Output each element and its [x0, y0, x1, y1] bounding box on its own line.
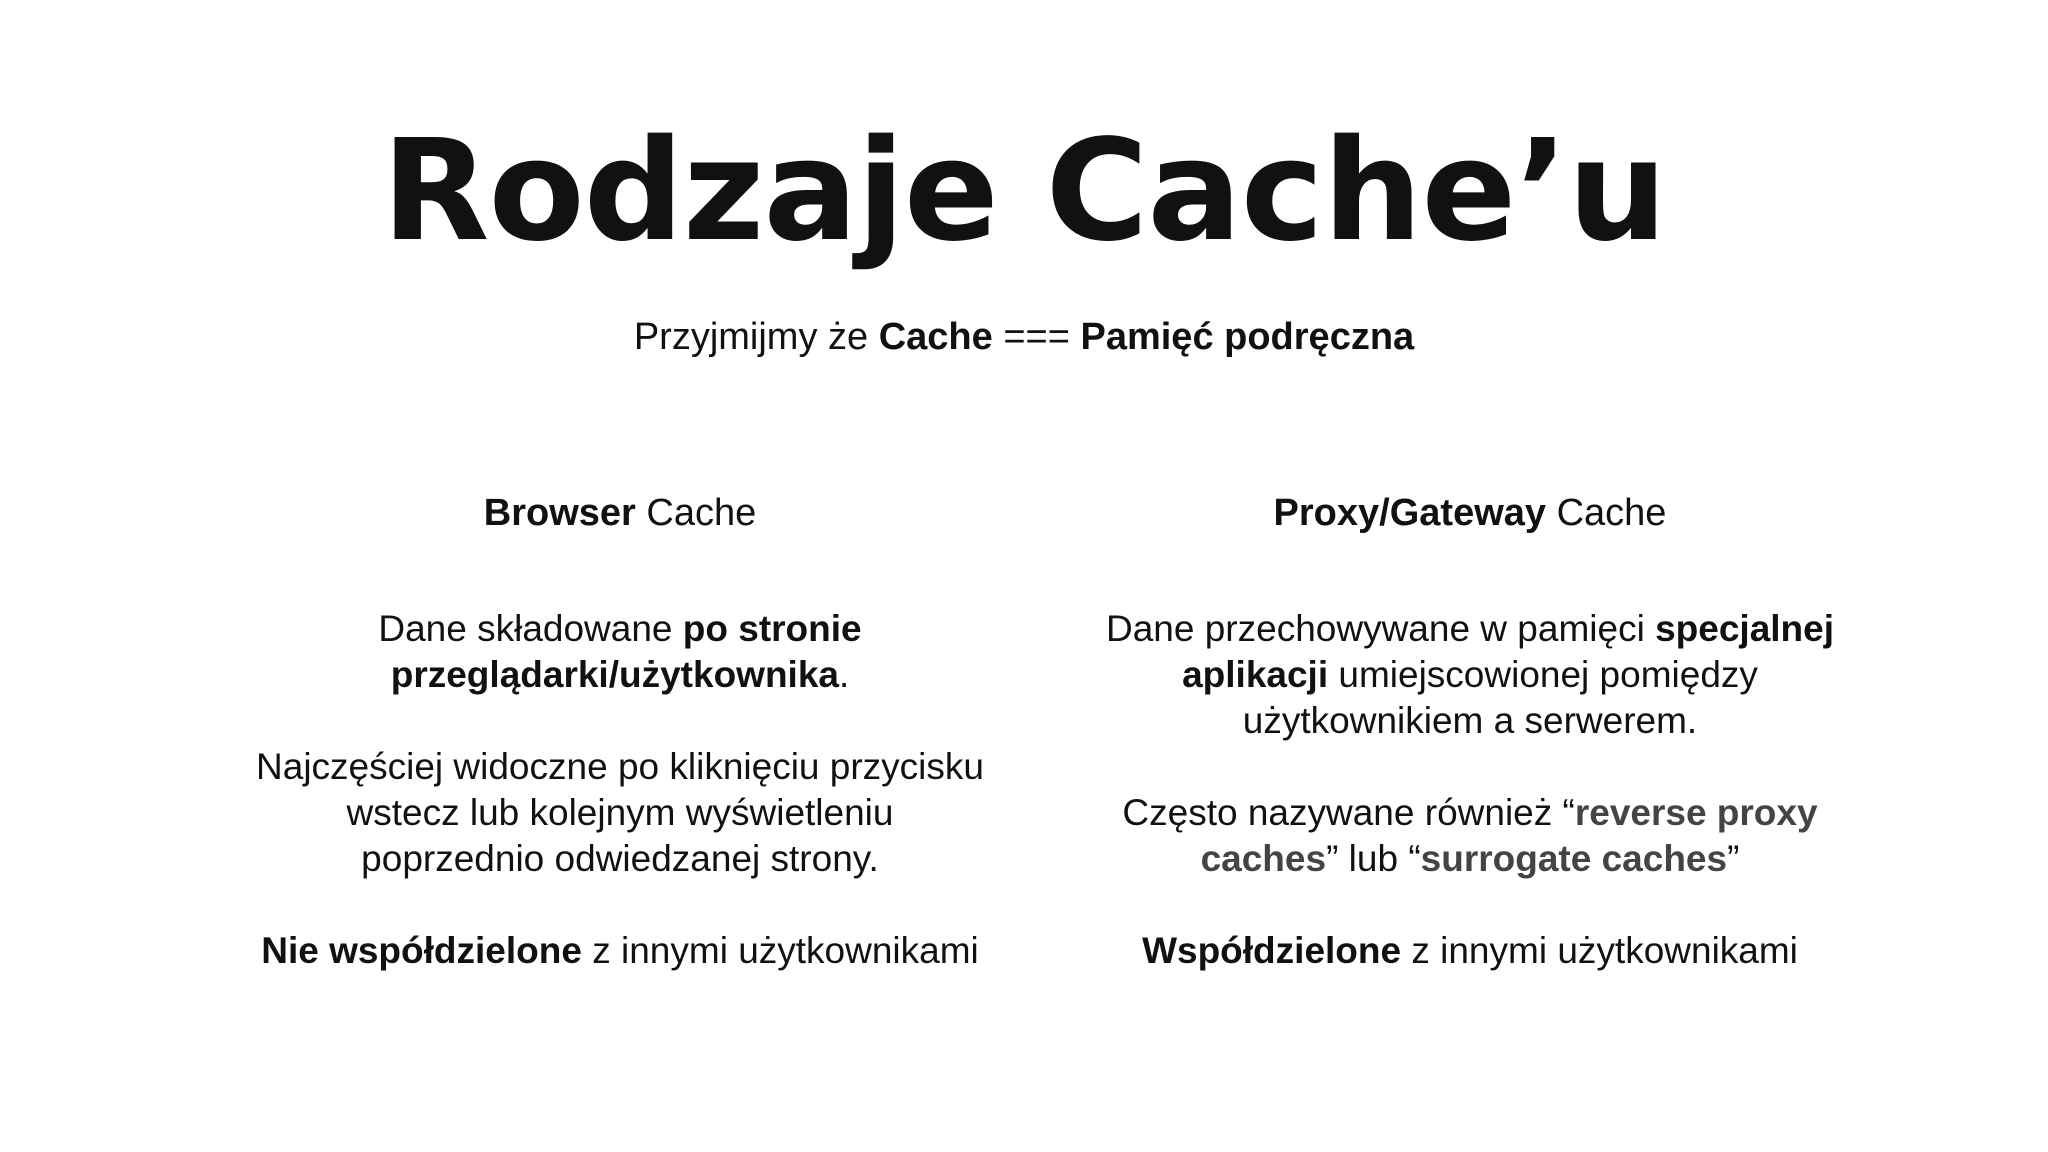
text-line: [220, 606, 1020, 652]
text-emphasis: przeglądarki/użytkownika: [390, 654, 839, 695]
proxy-gateway-cache-heading: [1060, 490, 1880, 536]
text-line: [1060, 652, 1880, 698]
text-emphasis: po stronie: [682, 608, 862, 649]
text-line: użytkownikiem a serwerem.: [1242, 700, 1698, 741]
text-line: [1060, 606, 1880, 652]
proxy-gateway-cache-column: [1060, 490, 1880, 1020]
heading-rest: Cache: [1546, 492, 1667, 534]
subtitle-definition: Pamięć podręczna: [1080, 316, 1415, 358]
text-emphasis: specjalnej: [1655, 608, 1835, 649]
text-emphasis: Nie współdzielone: [261, 930, 582, 971]
text-span: umiejscowionej pomiędzy: [1328, 654, 1758, 695]
browser-cache-heading: [220, 490, 1020, 536]
text-line: [220, 928, 1020, 974]
text-line: wstecz lub kolejnym wyświetleniu: [346, 792, 894, 833]
browser-cache-description: [220, 606, 1020, 698]
text-span: z innymi użytkownikami: [1401, 930, 1798, 971]
text-span: z innymi użytkownikami: [581, 930, 979, 971]
proxy-cache-sharing: [1060, 928, 1880, 974]
subtitle-term: Cache: [878, 316, 993, 358]
text-line: [1060, 836, 1880, 882]
text-span: Dane składowane: [378, 608, 683, 649]
browser-cache-column: [220, 490, 1020, 1020]
text-emphasis: surrogate caches: [1420, 838, 1728, 879]
text-span: .: [838, 654, 850, 695]
slide-title: Rodzaje Cache’u: [381, 110, 1667, 273]
text-line: [220, 652, 1020, 698]
slide-subtitle: [0, 314, 2048, 360]
text-line: [1060, 790, 1880, 836]
text-span: ” lub “: [1326, 838, 1421, 879]
text-span: ”: [1727, 838, 1740, 879]
text-emphasis: aplikacji: [1182, 654, 1329, 695]
text-span: Często nazywane również “: [1122, 792, 1575, 833]
text-line: poprzednio odwiedzanej strony.: [361, 838, 879, 879]
text-line: [1060, 928, 1880, 974]
text-emphasis: caches: [1200, 838, 1327, 879]
heading-rest: Cache: [635, 492, 757, 534]
subtitle-prefix: Przyjmijmy że: [633, 316, 879, 358]
subtitle-operator: ===: [992, 316, 1081, 358]
browser-cache-sharing: [220, 928, 1020, 974]
heading-bold: Proxy/Gateway: [1273, 492, 1547, 534]
text-line: Najczęściej widoczne po kliknięciu przycisku: [256, 746, 984, 787]
browser-cache-visibility: [220, 744, 1020, 882]
text-emphasis: Współdzielone: [1142, 930, 1402, 971]
text-span: Dane przechowywane w pamięci: [1105, 608, 1656, 649]
proxy-cache-aliases: [1060, 790, 1880, 882]
heading-bold: Browser: [483, 492, 636, 534]
text-emphasis: reverse proxy: [1574, 792, 1818, 833]
proxy-cache-description: [1060, 606, 1880, 744]
